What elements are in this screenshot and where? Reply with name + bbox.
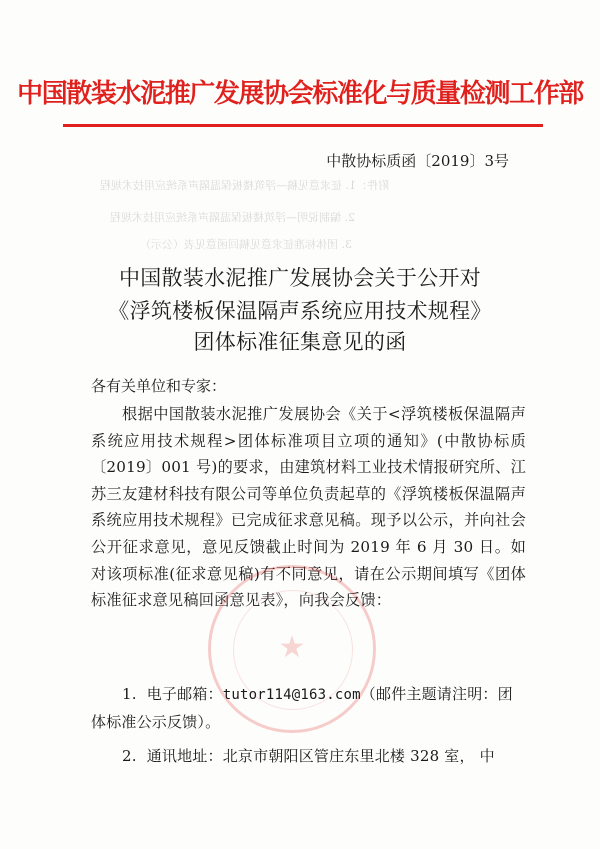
- item-value: 北京市朝阳区管庄东里北楼 328 室， 中: [222, 747, 495, 765]
- bleed-through-line: 附件：1. 征求意见稿—浮筑楼板保温隔声系统应用技术规程: [100, 179, 389, 192]
- document-title-line-1: 中国散装水泥推广发展协会关于公开对: [118, 266, 482, 290]
- item-number: 1.: [122, 685, 137, 703]
- document-title-line-2: 《浮筑楼板保温隔声系统应用技术规程》: [108, 299, 492, 323]
- salutation: 各有关单位和专家：: [91, 377, 227, 395]
- document-number: 中散协标质函〔2019〕3号: [326, 152, 509, 170]
- letterhead-title: 中国散装水泥推广发展协会标准化与质量检测工作部: [17, 79, 583, 109]
- letterhead-rule: [63, 124, 543, 127]
- item-label: 通讯地址：: [146, 747, 223, 765]
- item-label: 电子邮箱：: [146, 685, 223, 703]
- contact-item-email: [91, 681, 526, 735]
- seal-star-icon: ★: [278, 630, 306, 665]
- contact-item-address: [91, 743, 526, 770]
- item-number: 2.: [122, 747, 137, 765]
- email-link[interactable]: tutor114@163.com: [222, 687, 361, 703]
- item-note: （邮件主题请注明：团体标准公示反馈）。: [91, 685, 513, 731]
- body-paragraph: 根据中国散装水泥推广发展协会《关于<浮筑楼板保温隔声系统应用技术规程>团体标准项目立项的通知》(中散协标质〔2019〕001 号)的要求，由建筑材料工业技术情报研究所、江苏三友建材科技有限公司等单位负责起草的《浮筑楼板保温隔声系统应用技术规程》已完成征求意见稿。现予以公示，并向社会公开征求意见，意见反馈截止时间为 2019 年 6 月 30 日。如对该项标准(征求意见稿)有不同意见，请在公示期间填写《团体标准征求意见稿回函意见表》，向我会反馈：: [91, 405, 526, 610]
- bleed-through-line: 2. 编制说明—浮筑楼板保温隔声系统应用技术规程: [110, 211, 355, 224]
- document-title-line-3: 团体标准征集意见的函: [193, 330, 407, 354]
- bleed-through-line: 3. 团体标准征求意见稿回函意见表（公示）: [140, 238, 352, 251]
